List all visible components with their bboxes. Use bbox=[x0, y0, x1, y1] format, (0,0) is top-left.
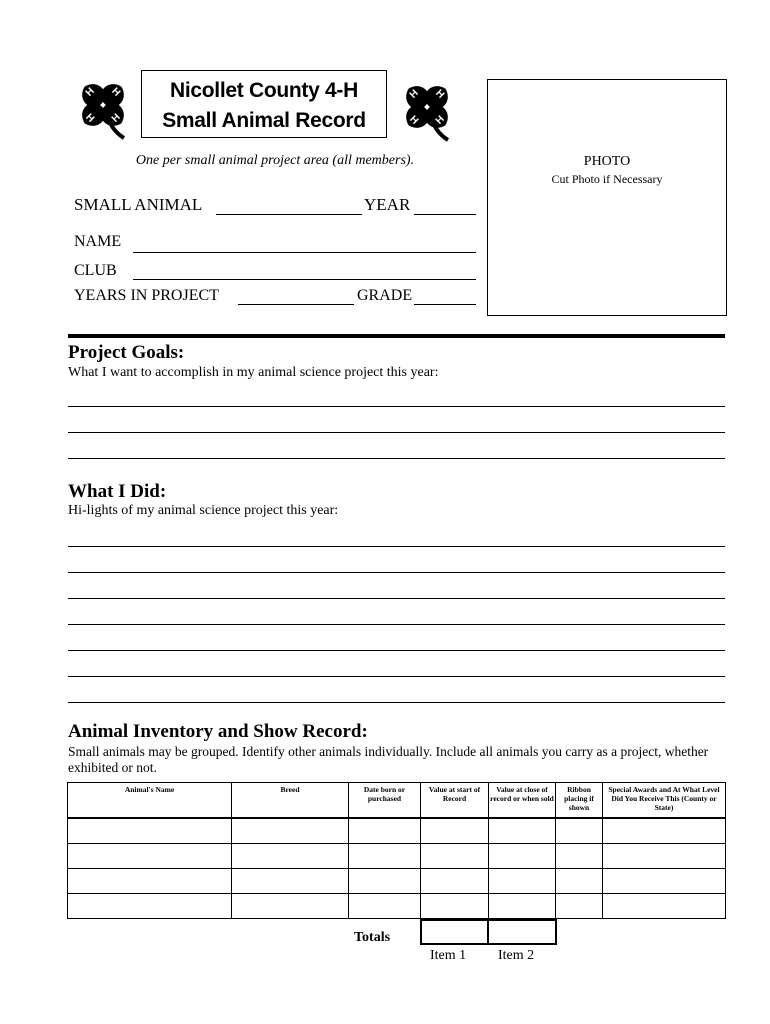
clover-letter: H bbox=[433, 87, 447, 101]
small-animal-label: SMALL ANIMAL bbox=[74, 195, 203, 214]
clover-letter: H bbox=[109, 111, 123, 125]
table-row bbox=[68, 818, 726, 844]
did-writing-line[interactable] bbox=[68, 546, 725, 547]
table-cell[interactable] bbox=[232, 818, 349, 844]
project-goals-heading: Project Goals: bbox=[68, 342, 185, 363]
table-cell[interactable] bbox=[556, 818, 603, 844]
clover-letter: H bbox=[407, 113, 421, 127]
did-writing-line[interactable] bbox=[68, 624, 725, 625]
table-row bbox=[68, 844, 726, 869]
inventory-heading: Animal Inventory and Show Record: bbox=[68, 721, 368, 742]
table-cell[interactable] bbox=[349, 844, 421, 869]
table-row bbox=[68, 869, 726, 894]
did-writing-line[interactable] bbox=[68, 702, 725, 703]
column-header: Date born or purchased bbox=[349, 783, 421, 819]
inventory-table bbox=[67, 782, 726, 919]
clover-letter: H bbox=[83, 85, 97, 99]
title-line-1: Nicollet County 4-H bbox=[170, 79, 358, 102]
table-cell[interactable] bbox=[68, 894, 232, 919]
column-header: Ribbon placing if shown bbox=[556, 783, 603, 819]
table-cell[interactable] bbox=[232, 844, 349, 869]
small-animal-field[interactable] bbox=[216, 214, 362, 215]
table-cell[interactable] bbox=[603, 869, 726, 894]
table-header-row bbox=[68, 783, 726, 819]
years-in-project-field[interactable] bbox=[238, 304, 354, 305]
table-cell[interactable] bbox=[232, 869, 349, 894]
table-cell[interactable] bbox=[349, 818, 421, 844]
clover-letter: H bbox=[407, 87, 421, 101]
did-writing-line[interactable] bbox=[68, 676, 725, 677]
table-cell[interactable] bbox=[349, 894, 421, 919]
clover-letter: H bbox=[109, 85, 123, 99]
table-cell[interactable] bbox=[603, 894, 726, 919]
photo-box[interactable] bbox=[487, 79, 727, 316]
name-field[interactable] bbox=[133, 252, 476, 253]
column-header: Breed bbox=[232, 783, 349, 819]
what-i-did-description: Hi-lights of my animal science project this year: bbox=[68, 503, 339, 518]
table-cell[interactable] bbox=[232, 894, 349, 919]
section-divider bbox=[68, 334, 725, 338]
table-cell[interactable] bbox=[489, 894, 556, 919]
club-label: CLUB bbox=[74, 262, 117, 279]
year-field[interactable] bbox=[414, 214, 476, 215]
table-cell[interactable] bbox=[489, 869, 556, 894]
photo-label: PHOTO bbox=[583, 154, 631, 169]
what-i-did-heading: What I Did: bbox=[68, 481, 167, 502]
photo-note: Cut Photo if Necessary bbox=[551, 172, 663, 186]
title-box bbox=[141, 70, 387, 138]
did-writing-line[interactable] bbox=[68, 650, 725, 651]
table-cell[interactable] bbox=[556, 894, 603, 919]
table-cell[interactable] bbox=[489, 844, 556, 869]
years-in-project-label: YEARS IN PROJECT bbox=[74, 287, 219, 304]
4h-clover-logo-left bbox=[72, 72, 134, 142]
total-item-1-box[interactable] bbox=[420, 919, 489, 945]
table-cell[interactable] bbox=[68, 818, 232, 844]
title-line-2: Small Animal Record bbox=[162, 109, 366, 132]
grade-field[interactable] bbox=[414, 304, 476, 305]
table-cell[interactable] bbox=[68, 844, 232, 869]
clover-letter: H bbox=[433, 113, 447, 127]
table-cell[interactable] bbox=[349, 869, 421, 894]
column-header: Special Awards and At What Level Did You Receive This (County or State) bbox=[603, 783, 726, 819]
table-cell[interactable] bbox=[556, 844, 603, 869]
item-2-label: Item 2 bbox=[498, 948, 535, 963]
table-cell[interactable] bbox=[421, 869, 489, 894]
year-label: YEAR bbox=[364, 195, 411, 214]
table-cell[interactable] bbox=[603, 844, 726, 869]
column-header: Value at start of Record bbox=[421, 783, 489, 819]
4h-clover-logo-right bbox=[396, 74, 458, 144]
goals-writing-line[interactable] bbox=[68, 432, 725, 433]
goals-writing-line[interactable] bbox=[68, 406, 725, 407]
table-cell[interactable] bbox=[68, 869, 232, 894]
did-writing-line[interactable] bbox=[68, 598, 725, 599]
table-cell[interactable] bbox=[421, 894, 489, 919]
did-writing-line[interactable] bbox=[68, 572, 725, 573]
total-item-2-box[interactable] bbox=[487, 919, 557, 945]
subtitle: One per small animal project area (all members). bbox=[135, 153, 415, 168]
goals-writing-line[interactable] bbox=[68, 458, 725, 459]
grade-label: GRADE bbox=[357, 287, 413, 304]
clover-letter: H bbox=[83, 111, 97, 125]
table-cell[interactable] bbox=[556, 869, 603, 894]
table-cell[interactable] bbox=[489, 818, 556, 844]
item-1-label: Item 1 bbox=[430, 948, 467, 963]
name-label: NAME bbox=[74, 233, 122, 250]
column-header: Value at close of record or when sold bbox=[489, 783, 556, 819]
table-cell[interactable] bbox=[603, 818, 726, 844]
table-row bbox=[68, 894, 726, 919]
club-field[interactable] bbox=[133, 279, 476, 280]
project-goals-description: What I want to accomplish in my animal science project this year: bbox=[68, 365, 439, 380]
inventory-description: Small animals may be grouped. Identify other animals individually. Include all animals you carry as a project, whether exhibited or not. bbox=[68, 744, 709, 775]
table-cell[interactable] bbox=[421, 818, 489, 844]
column-header: Animal's Name bbox=[68, 783, 232, 819]
totals-label: Totals bbox=[354, 930, 391, 945]
table-cell[interactable] bbox=[421, 844, 489, 869]
